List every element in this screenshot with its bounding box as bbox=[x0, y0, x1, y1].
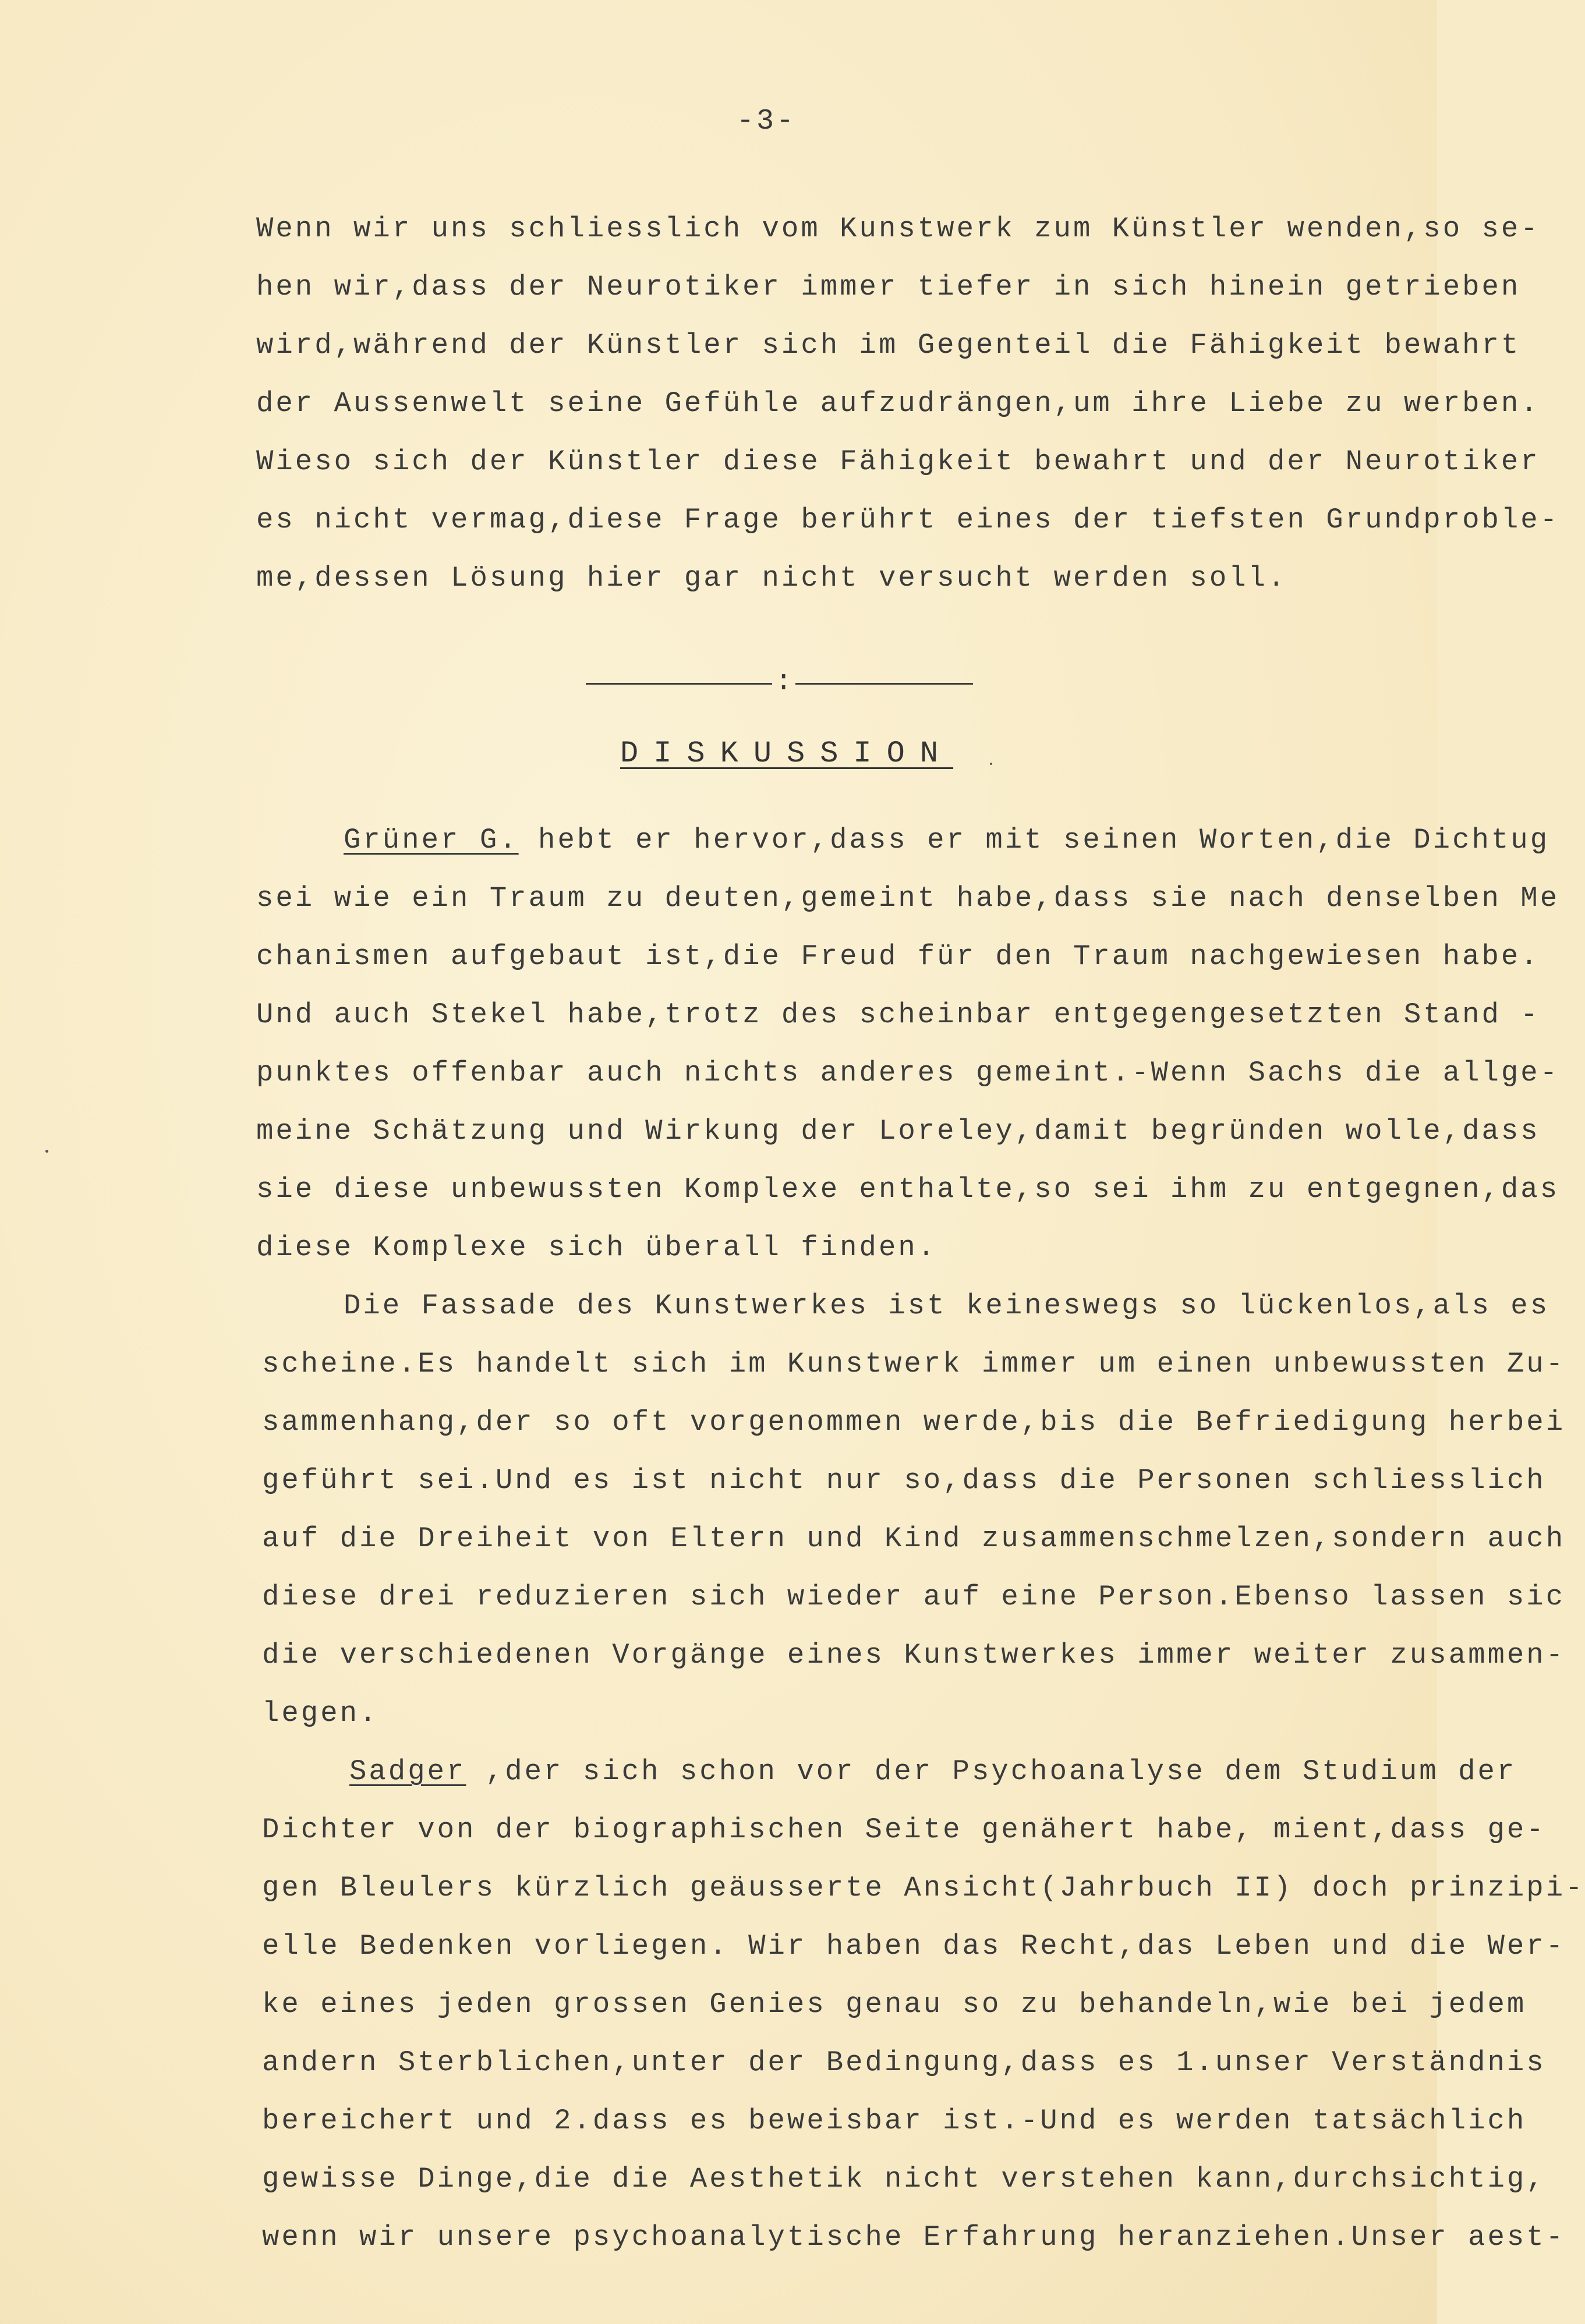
paper-speck bbox=[45, 1150, 48, 1153]
paragraph-1-line: wird,während der Künstler sich im Gegenteil die Fähigkeit bewahrt bbox=[256, 329, 1521, 362]
gruener-line: Und auch Stekel habe,trotz des scheinbar entgegengesetzten Stand - bbox=[256, 998, 1540, 1031]
paragraph-1-line: es nicht vermag,diese Frage berührt eines der tiefsten Grundproble- bbox=[256, 504, 1560, 536]
gruener-line: chanismen aufgebaut ist,die Freud für den Traum nachgewiesen habe. bbox=[256, 940, 1540, 973]
divider-rule-left bbox=[586, 683, 772, 685]
gruener-first-line-text: hebt er hervor,dass er mit seinen Worten,die Dichtug bbox=[518, 824, 1550, 856]
sadger-line: andern Sterblichen,unter der Bedingung,dass es 1.unser Verständnis bbox=[262, 2046, 1546, 2079]
sadger-line: gen Bleulers kürzlich geäusserte Ansicht(Jahrbuch II) doch prinzipi- bbox=[262, 1872, 1585, 1904]
fassade-line: Die Fassade des Kunstwerkes ist keineswegs so lückenlos,als es bbox=[344, 1289, 1550, 1322]
gruener-line: sei wie ein Traum zu deuten,gemeint habe,dass sie nach denselben Me bbox=[256, 882, 1560, 915]
paragraph-1-line: me,dessen Lösung hier gar nicht versucht werden soll. bbox=[256, 562, 1287, 594]
fassade-line: diese drei reduzieren sich wieder auf eine Person.Ebenso lassen sic bbox=[262, 1581, 1566, 1613]
page-number: -3- bbox=[737, 105, 797, 138]
sadger-first-line-text: ,der sich schon vor der Psychoanalyse dem Studium der bbox=[466, 1755, 1517, 1788]
sadger-line: ke eines jeden grossen Genies genau so zu behandeln,wie bei jedem bbox=[262, 1988, 1527, 2021]
gruener-line: sie diese unbewussten Komplexe enthalte,so sei ihm zu entgegnen,das bbox=[256, 1173, 1560, 1206]
sadger-line: wenn wir unsere psychoanalytische Erfahrung heranziehen.Unser aest- bbox=[262, 2221, 1566, 2254]
paragraph-1-line: der Aussenwelt seine Gefühle aufzudrängen,um ihre Liebe zu werben. bbox=[256, 387, 1540, 420]
gruener-line: punktes offenbar auch nichts anderes gemeint.-Wenn Sachs die allge- bbox=[256, 1057, 1560, 1089]
sadger-line: elle Bedenken vorliegen. Wir haben das Recht,das Leben und die Wer- bbox=[262, 1930, 1566, 1962]
fassade-line: scheine.Es handelt sich im Kunstwerk immer um einen unbewussten Zu- bbox=[262, 1348, 1566, 1380]
fassade-line: geführt sei.Und es ist nicht nur so,dass die Personen schliesslich bbox=[262, 1464, 1546, 1497]
sadger-line: Dichter von der biographischen Seite genähert habe, mient,dass ge- bbox=[262, 1813, 1546, 1846]
gruener-first-line bbox=[344, 823, 1549, 858]
paragraph-1-line: Wieso sich der Künstler diese Fähigkeit bewahrt und der Neurotiker bbox=[256, 445, 1540, 478]
fassade-line: die verschiedenen Vorgänge eines Kunstwerkes immer weiter zusammen- bbox=[262, 1639, 1566, 1671]
sadger-line: gewisse Dinge,die die Aesthetik nicht verstehen kann,durchsichtig, bbox=[262, 2163, 1546, 2195]
fassade-line: auf die Dreiheit von Eltern und Kind zusammenschmelzen,sondern auch bbox=[262, 1522, 1566, 1555]
sadger-line: bereichert und 2.dass es beweisbar ist.-Und es werden tatsächlich bbox=[262, 2105, 1527, 2137]
paragraph-1-line: hen wir,dass der Neurotiker immer tiefer in sich hinein getrieben bbox=[256, 271, 1521, 303]
fassade-line: legen. bbox=[262, 1697, 379, 1730]
discussion-heading: DISKUSSION bbox=[620, 736, 954, 771]
section-divider bbox=[586, 665, 973, 700]
paper-speck bbox=[990, 763, 992, 765]
gruener-line: meine Schätzung und Wirkung der Loreley,damit begründen wolle,dass bbox=[256, 1115, 1540, 1147]
paragraph-1-line: Wenn wir uns schliesslich vom Kunstwerk zum Künstler wenden,so se- bbox=[256, 212, 1540, 245]
speaker-sadger: Sadger bbox=[349, 1755, 466, 1788]
sadger-first-line bbox=[349, 1754, 1516, 1789]
gruener-line: diese Komplexe sich überall finden. bbox=[256, 1231, 937, 1264]
speaker-gruener: Grüner G. bbox=[344, 824, 519, 856]
fassade-line: sammenhang,der so oft vorgenommen werde,bis die Befriedigung herbei bbox=[262, 1406, 1566, 1439]
divider-colon: : bbox=[775, 665, 792, 698]
divider-rule-right bbox=[795, 683, 973, 685]
